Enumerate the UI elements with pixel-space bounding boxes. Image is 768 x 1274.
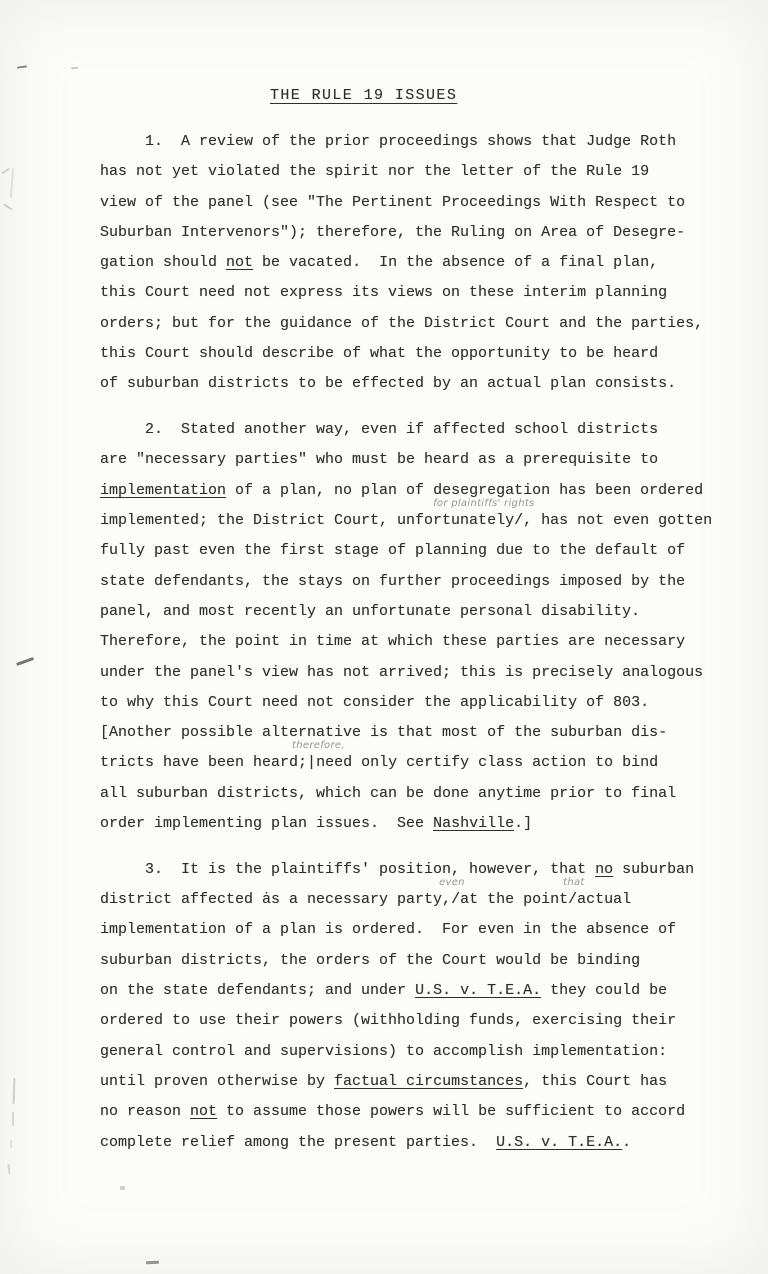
text-line xyxy=(100,627,720,657)
text-segment: ordered to use their powers (withholding funds, exercising their xyxy=(100,1012,677,1030)
text-line xyxy=(100,1037,720,1067)
handwritten-annotation: that xyxy=(563,877,585,889)
pencil-mark xyxy=(146,1261,159,1264)
text-segment: on the state defendants; and under xyxy=(100,982,416,1000)
insertion-mark: / for plaintiffs' rights xyxy=(433,498,535,530)
text-line xyxy=(100,188,720,218)
document-body xyxy=(100,127,720,1173)
pencil-mark xyxy=(3,203,12,210)
text-line xyxy=(100,915,720,945)
underlined-text: not xyxy=(190,1103,218,1121)
text-segment: all suburban districts, which can be done anytime prior to final xyxy=(100,784,677,802)
text-segment: district affected ȧs a necessary party, xyxy=(100,891,452,909)
underlined-text: U.S. v. T.E.A. xyxy=(496,1133,623,1151)
underlined-text: U.S. v. T.E.A. xyxy=(415,982,542,1000)
text-segment: [Another possible alternative is that most of the suburban dis- xyxy=(100,724,668,742)
text-segment: view of the panel (see "The Pertinent Proceedings With Respect to xyxy=(100,193,686,211)
text-segment: , this Court has xyxy=(523,1072,668,1090)
text-segment: actual xyxy=(577,891,632,909)
text-line xyxy=(100,597,720,627)
insertion-mark: / that xyxy=(563,877,585,909)
text-segment: complete relief among the present parties. xyxy=(100,1133,497,1151)
text-segment: this Court need not express its views on these interim planning xyxy=(100,284,668,302)
handwritten-annotation: even xyxy=(439,877,465,889)
text-line xyxy=(100,855,720,885)
paragraph xyxy=(100,855,720,1158)
handwritten-annotation: for plaintiffs' rights xyxy=(433,498,535,510)
text-segment: , has not even gotten xyxy=(523,512,713,530)
text-line xyxy=(100,1067,720,1097)
pencil-mark xyxy=(1,168,10,174)
text-segment: fully past even the first stage of planning due to the default of xyxy=(100,542,686,560)
text-segment: they could be xyxy=(541,982,668,1000)
document-title: THE RULE 19 ISSUES xyxy=(270,87,458,104)
text-segment: under the panel's view has not arrived; this is precisely analogous xyxy=(100,663,704,681)
text-segment: of suburban districts to be effected by an actual plan consists. xyxy=(100,375,677,393)
text-line xyxy=(100,309,720,339)
text-segment: at the point xyxy=(460,891,569,909)
text-line xyxy=(100,946,720,976)
underlined-text: no xyxy=(595,860,614,878)
text-segment: . xyxy=(622,1133,632,1151)
text-line xyxy=(100,339,720,369)
paragraph xyxy=(100,127,720,400)
text-line xyxy=(100,536,720,566)
text-segment: no reason xyxy=(100,1103,191,1121)
text-segment: until proven otherwise by xyxy=(100,1072,335,1090)
text-segment: 1. A review of the prior proceedings shows that Judge Roth xyxy=(100,133,677,150)
pencil-mark xyxy=(10,1140,12,1148)
pencil-mark xyxy=(12,1112,14,1126)
text-line xyxy=(100,369,720,399)
paragraph xyxy=(100,415,720,839)
text-line xyxy=(100,476,720,506)
text-segment: suburban xyxy=(613,860,695,878)
text-line xyxy=(100,1128,720,1158)
pencil-mark xyxy=(71,67,78,70)
text-segment: of a plan, no plan of desegregation has been ordered xyxy=(226,481,704,499)
underlined-text: factual circumstances xyxy=(334,1072,524,1090)
text-segment: 3. It is the plaintiffs' position, however, that xyxy=(100,860,596,878)
pencil-mark xyxy=(16,657,34,666)
text-line xyxy=(100,1097,720,1127)
text-line xyxy=(100,218,720,248)
text-segment: orders; but for the guidance of the District Court and the parties, xyxy=(100,314,704,332)
text-line xyxy=(100,718,720,748)
text-segment: tricts have been heard; xyxy=(100,754,308,772)
text-segment: suburban districts, the orders of the Court would be binding xyxy=(100,951,641,969)
text-segment: gation should xyxy=(100,254,227,272)
text-segment: state defendants, the stays on further proceedings imposed by the xyxy=(100,572,686,590)
text-segment: to assume those powers will be sufficient to accord xyxy=(217,1103,686,1121)
text-segment: order implementing plan issues. See xyxy=(100,815,434,833)
text-line xyxy=(100,445,720,475)
text-segment: has not yet violated the spirit nor the letter of the Rule 19 xyxy=(100,163,650,181)
text-line xyxy=(100,976,720,1006)
text-segment: .] xyxy=(514,815,533,833)
insertion-mark: | therefore, xyxy=(292,740,345,772)
pencil-mark xyxy=(7,1164,10,1174)
text-line xyxy=(100,248,720,278)
text-segment: are "necessary parties" who must be heard as a prerequisite to xyxy=(100,451,659,469)
text-segment: Therefore, the point in time at which these parties are necessary xyxy=(100,633,686,651)
text-segment: implementation of a plan is ordered. For even in the absence of xyxy=(100,921,677,939)
pencil-mark xyxy=(120,1186,125,1190)
text-line xyxy=(100,157,720,187)
text-segment: be vacated. In the absence of a final plan, xyxy=(253,254,659,272)
text-line xyxy=(100,1006,720,1036)
text-line xyxy=(100,415,720,445)
underlined-text: Nashville xyxy=(433,815,515,833)
text-line xyxy=(100,498,720,536)
text-segment: Suburban Intervenors"); therefore, the Ruling on Area of Desegre- xyxy=(100,223,686,241)
text-segment: general control and supervisions) to accomplish implementation: xyxy=(100,1042,668,1060)
text-line xyxy=(100,740,720,778)
text-line xyxy=(100,779,720,809)
underlined-text: not xyxy=(226,254,254,272)
text-segment: to why this Court need not consider the applicability of 803. xyxy=(100,693,650,711)
text-line xyxy=(100,809,720,839)
text-line xyxy=(100,567,720,597)
insertion-mark: / even xyxy=(439,877,465,909)
text-line xyxy=(100,278,720,308)
text-line xyxy=(100,127,720,157)
text-segment: panel, and most recently an unfortunate personal disability. xyxy=(100,602,641,620)
text-segment: need only certify class action to bind xyxy=(316,754,659,772)
pencil-mark xyxy=(13,1078,16,1104)
text-segment: 2. Stated another way, even if affected school districts xyxy=(100,421,659,439)
text-line xyxy=(100,688,720,718)
pencil-mark xyxy=(10,168,14,198)
text-line xyxy=(100,658,720,688)
text-line xyxy=(100,877,720,915)
underlined-text: implementation xyxy=(100,481,227,499)
handwritten-annotation: therefore, xyxy=(292,740,345,752)
text-segment: implemented; the District Court, unfortunately xyxy=(100,512,515,530)
pencil-mark xyxy=(17,65,27,68)
text-segment: this Court should describe of what the opportunity to be heard xyxy=(100,345,659,363)
